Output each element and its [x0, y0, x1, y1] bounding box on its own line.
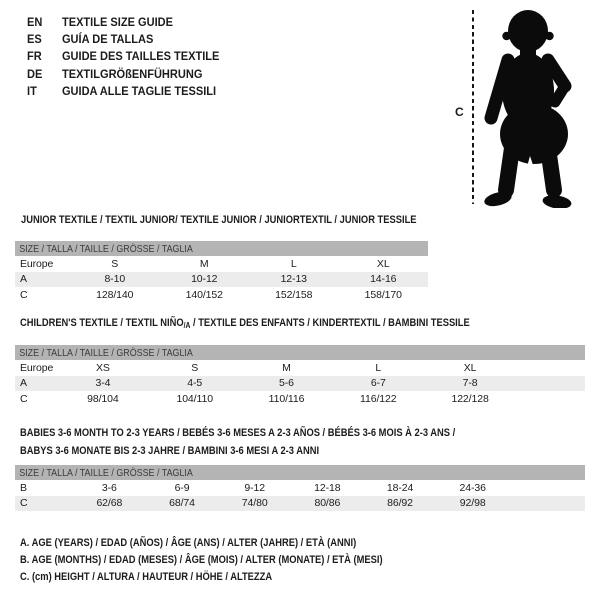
size-header-label: SIZE / TALLA / TAILLE / GRÖSSE / TAGLIA: [19, 242, 193, 255]
lang-row-de: [27, 66, 219, 83]
children-size-table: [15, 345, 585, 407]
size-cell: 68/74: [169, 497, 195, 510]
size-cell: 12-18: [314, 481, 341, 494]
lang-label: TEXTILGRÖßENFÜHRUNG: [61, 66, 203, 81]
size-cell: 5-6: [279, 377, 294, 390]
size-cell: 6-9: [174, 481, 190, 494]
row-label: C: [20, 392, 28, 405]
size-cell: 104/110: [176, 392, 213, 405]
table-row-europe: [15, 360, 585, 376]
row-label: C: [20, 497, 28, 510]
table-row-height: [15, 287, 428, 303]
size-header-label: SIZE / TALLA / TAILLE / GRÖSSE / TAGLIA: [19, 466, 193, 479]
size-cell: 74/80: [241, 497, 268, 510]
size-cell: L: [375, 361, 382, 374]
row-label: B: [20, 481, 27, 494]
footnotes: [20, 535, 383, 585]
lang-label: GUÍA DE TALLAS: [61, 32, 154, 47]
junior-size-table: [15, 241, 428, 303]
children-section-title: [20, 317, 470, 332]
size-cell: 158/170: [364, 288, 402, 301]
size-cell: 80/86: [314, 497, 341, 510]
lang-code: EN: [27, 15, 43, 29]
babies-size-table: [15, 465, 585, 511]
lang-label: GUIDE DES TAILLES TEXTILE: [61, 49, 220, 64]
size-header-bar: [15, 345, 585, 360]
baby-silhouette-icon: [478, 6, 578, 208]
row-label: C: [20, 288, 28, 301]
table-row-age-months: [15, 480, 585, 496]
size-cell: 98/104: [87, 392, 119, 405]
row-label: Europe: [20, 257, 54, 270]
babies-title-line2: BABYS 3-6 MONATE BIS 2-3 JAHRE / BAMBINI 3-6 MESI A 2-3 ANNI: [20, 445, 320, 457]
row-label: Europe: [20, 361, 54, 374]
size-cell: 152/158: [275, 288, 313, 301]
lang-code: DE: [27, 66, 43, 81]
children-title-text: CHILDREN'S TEXTILE / TEXTIL NIÑO: [20, 317, 184, 329]
size-cell: XS: [95, 361, 110, 374]
size-cell: 6-7: [370, 377, 386, 390]
footnote-b: B. AGE (MONTHS) / EDAD (MESES) / ÂGE (MOIS) / ALTER (MONATE) / ETÀ (MESI): [20, 553, 383, 566]
lang-code: FR: [27, 49, 42, 64]
size-cell: 9-12: [244, 481, 265, 494]
children-title-subscript: /A: [183, 321, 191, 330]
table-row-height: [15, 391, 585, 407]
footnote-c: C. (cm) HEIGHT / ALTURA / HAUTEUR / HÖHE / ALTEZZA: [20, 570, 273, 583]
size-cell: 24-36: [459, 481, 486, 494]
size-header-bar: [15, 465, 585, 480]
size-cell: XL: [463, 361, 477, 374]
size-header-bar: [15, 241, 428, 256]
lang-row-en: [27, 14, 219, 31]
row-label: A: [20, 377, 27, 390]
table-row-age: [15, 272, 428, 288]
size-cell: 12-13: [280, 273, 307, 286]
size-cell: M: [199, 257, 209, 270]
lang-row-it: [27, 83, 219, 100]
size-cell: 62/68: [96, 497, 123, 510]
size-cell: S: [191, 361, 199, 374]
babies-section-title: [20, 424, 455, 460]
babies-title-line1: BABIES 3-6 MONTH TO 2-3 YEARS / BEBÉS 3-6 MESES A 2-3 AÑOS / BÉBÉS 3-6 MOIS À 2-3 ANS /: [20, 427, 456, 439]
size-cell: 92/98: [459, 497, 486, 510]
size-cell: M: [282, 361, 291, 374]
size-cell: 3-4: [95, 377, 111, 390]
row-label: A: [20, 273, 27, 286]
size-cell: 18-24: [386, 481, 414, 494]
lang-label: GUIDA ALLE TAGLIE TESSILI: [61, 83, 217, 98]
table-row-height: [15, 496, 585, 512]
size-cell: 116/122: [360, 392, 397, 405]
lang-code: ES: [27, 32, 42, 47]
size-cell: 7-8: [462, 377, 478, 390]
size-cell: S: [111, 257, 119, 270]
size-cell: 10-12: [191, 273, 218, 286]
language-legend: [27, 14, 219, 100]
size-cell: XL: [376, 257, 390, 270]
size-cell: 3-6: [101, 481, 117, 494]
size-cell: 128/140: [96, 288, 134, 301]
lang-label: TEXTILE SIZE GUIDE: [61, 15, 173, 29]
size-cell: 8-10: [104, 273, 126, 286]
children-title-text: / TEXTILE DES ENFANTS / KINDERTEXTIL / BAMBINI TESSILE: [190, 317, 470, 329]
table-row-europe: [15, 256, 428, 272]
height-measure-dashed-line: [472, 10, 474, 204]
size-cell: 110/116: [268, 392, 305, 405]
lang-code: IT: [27, 83, 37, 98]
size-cell: 122/128: [451, 392, 489, 405]
table-row-age: [15, 376, 585, 392]
footnote-a: A. AGE (YEARS) / EDAD (AÑOS) / ÂGE (ANS) / ALTER (JAHRE) / ETÀ (ANNI): [20, 537, 357, 549]
size-cell: 140/152: [185, 288, 223, 301]
size-header-label: SIZE / TALLA / TAILLE / GRÖSSE / TAGLIA: [19, 346, 193, 359]
lang-row-fr: [27, 48, 219, 65]
size-cell: 14-16: [370, 273, 397, 286]
height-measure-label: C: [455, 105, 464, 119]
size-cell: 4-5: [187, 377, 203, 390]
size-cell: L: [290, 257, 297, 270]
size-cell: 86/92: [387, 497, 413, 510]
junior-section-title: JUNIOR TEXTILE / TEXTIL JUNIOR/ TEXTILE JUNIOR / JUNIORTEXTIL / JUNIOR TESSILE: [21, 214, 417, 226]
lang-row-es: [27, 31, 219, 48]
